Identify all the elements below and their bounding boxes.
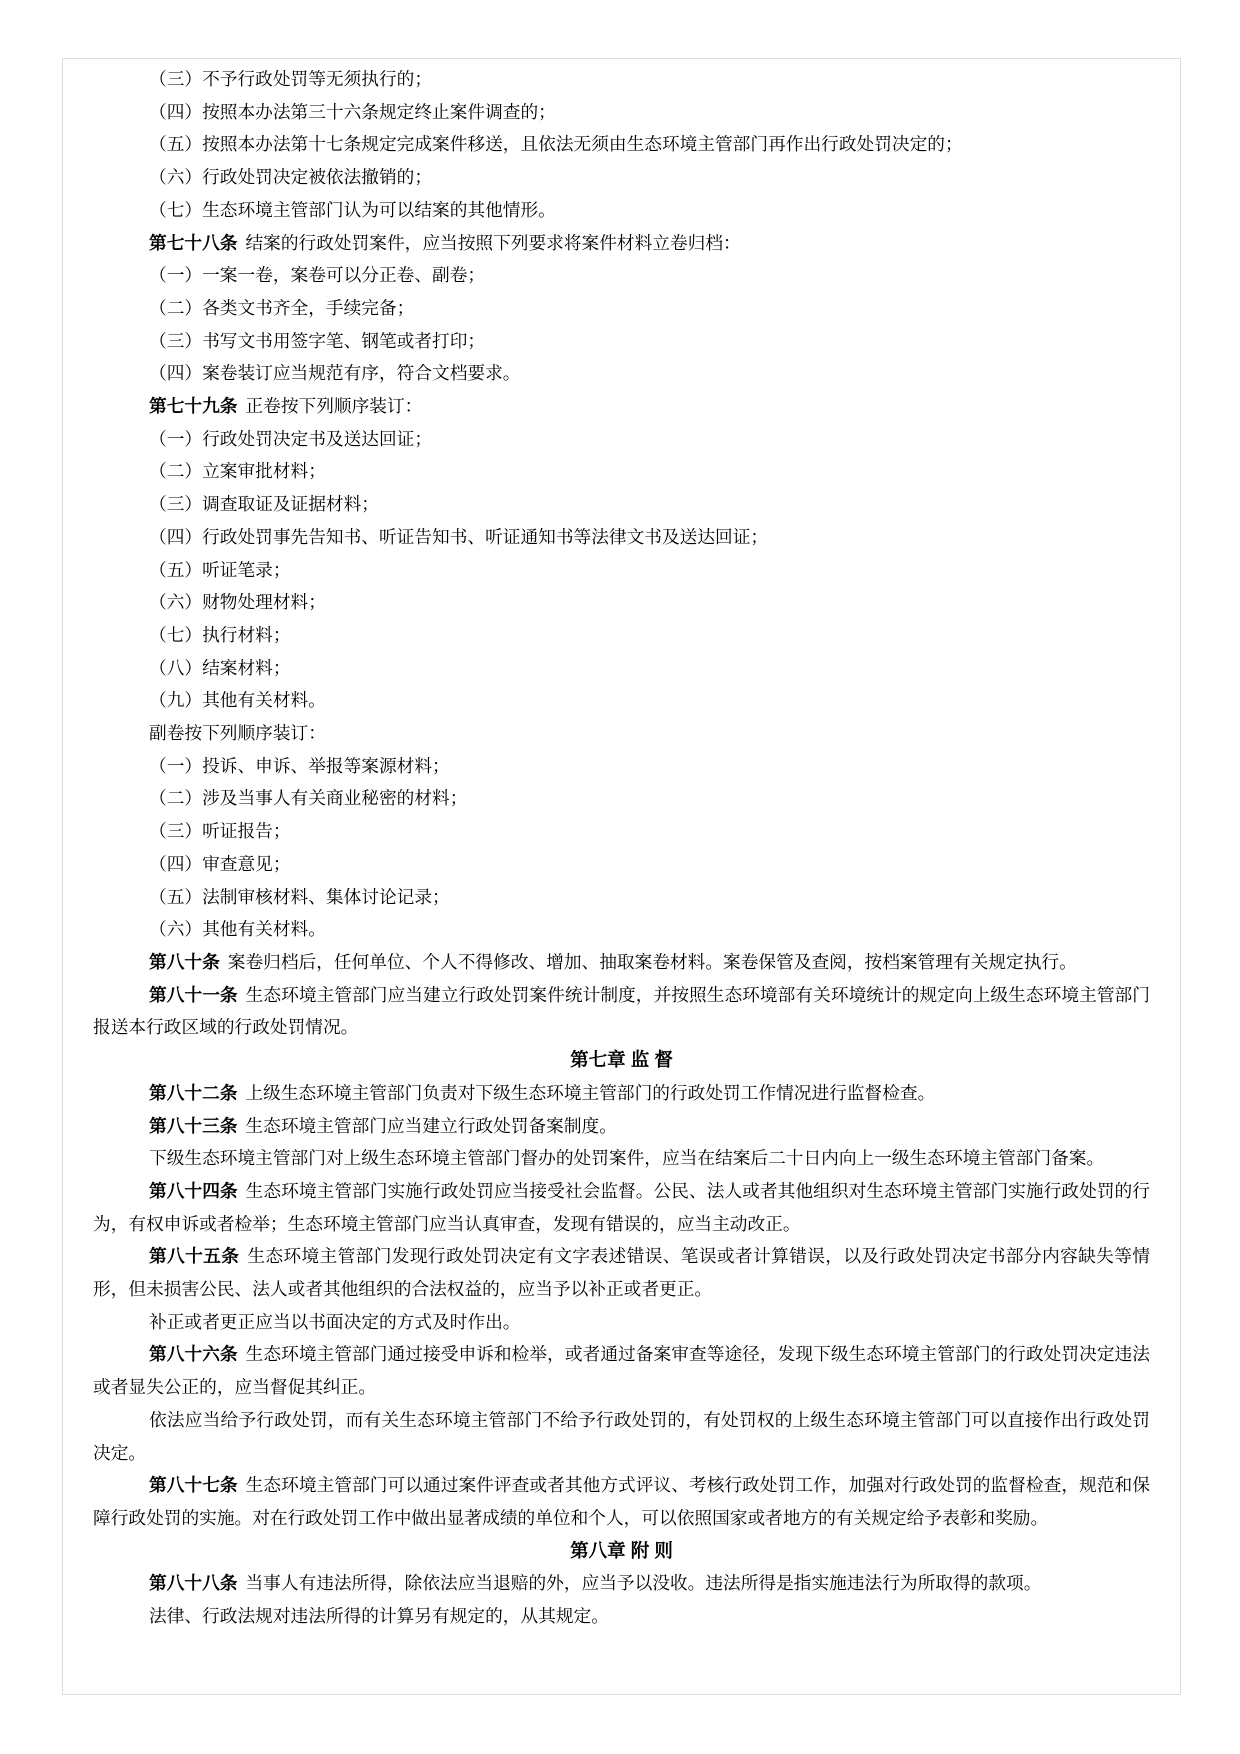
body-paragraph: 依法应当给予行政处罚，而有关生态环境主管部门不给予行政处罚的，有处罚权的上级生态环境主管部门可以直接作出行政处罚决定。 — [93, 1409, 1150, 1463]
list-item-paragraph: （七）执行材料； — [149, 624, 291, 645]
article-text: 生态环境主管部门可以通过案件评查或者其他方式评议、考核行政处罚工作，加强对行政处罚的监督检查，规范和保障行政处罚的实施。对在行政处罚工作中做出显著成绩的单位和个人，可以依照国家或者地方的有关规定给予表彰和奖励。 — [93, 1475, 1150, 1528]
article-paragraph — [93, 946, 1150, 979]
article-text: 生态环境主管部门发现行政处罚决定有文字表述错误、笔误或者计算错误，以及行政处罚决定书部分内容缺失等情形，但未损害公民、法人或者其他组织的合法权益的，应当予以补正或者更正。 — [93, 1246, 1150, 1300]
article-paragraph — [93, 1240, 1150, 1305]
list-item-paragraph: （三）不予行政处罚等无须执行的； — [149, 69, 433, 89]
article-paragraph — [93, 1175, 1150, 1240]
article-text: 生态环境主管部门通过接受申诉和检举，或者通过备案审查等途径，发现下级生态环境主管部门的行政处罚决定违法或者显失公正的，应当督促其纠正。 — [93, 1344, 1150, 1398]
list-item-paragraph: （九）其他有关材料。 — [149, 690, 326, 711]
list-item-paragraph: （六）行政处罚决定被依法撤销的； — [149, 167, 433, 188]
list-item-paragraph: （二）各类文书齐全，手续完备； — [149, 297, 415, 318]
list-item-paragraph: （三）书写文书用签字笔、钢笔或者打印； — [149, 330, 486, 351]
list-item-paragraph: （六）财物处理材料； — [149, 592, 326, 613]
body-paragraph: 法律、行政法规对违法所得的计算另有规定的，从其规定。 — [149, 1606, 609, 1627]
article-number: 第八十三条 — [149, 1115, 238, 1136]
article-text: 生态环境主管部门应当建立行政处罚备案制度。 — [245, 1115, 617, 1136]
list-item-paragraph: （五）听证笔录； — [149, 559, 291, 580]
article-number: 第七十八条 — [149, 232, 238, 253]
article-number: 第八十四条 — [149, 1180, 238, 1201]
article-number: 第八十八条 — [149, 1573, 238, 1594]
chapter-heading: 第七章 监 督 — [570, 1049, 673, 1071]
article-text: 案卷归档后，任何单位、个人不得修改、增加、抽取案卷材料。案卷保管及查阅，按档案管理有关规定执行。 — [227, 951, 1077, 972]
article-number: 第八十一条 — [149, 984, 238, 1005]
article-paragraph — [93, 1469, 1150, 1534]
list-item-paragraph: （一）投诉、申诉、举报等案源材料； — [149, 755, 450, 776]
list-item-paragraph: （一）行政处罚决定书及送达回证； — [149, 428, 433, 449]
list-item-paragraph: （三）调查取证及证据材料； — [149, 494, 379, 515]
article-paragraph — [93, 390, 1150, 423]
article-paragraph — [93, 1077, 1150, 1110]
list-item-paragraph: （一）一案一卷，案卷可以分正卷、副卷； — [149, 265, 486, 286]
article-text: 当事人有违法所得，除依法应当退赔的外，应当予以没收。违法所得是指实施违法行为所取得的款项。 — [245, 1573, 1042, 1594]
article-paragraph — [93, 227, 1150, 260]
article-text: 结案的行政处罚案件，应当按照下列要求将案件材料立卷归档： — [245, 232, 741, 253]
article-number: 第八十二条 — [149, 1082, 238, 1103]
body-paragraph: 下级生态环境主管部门对上级生态环境主管部门督办的处罚案件，应当在结案后二十日内向上一级生态环境主管部门备案。 — [149, 1148, 1105, 1169]
article-paragraph — [93, 1110, 1150, 1143]
document-frame — [62, 58, 1181, 1695]
list-item-paragraph: （七）生态环境主管部门认为可以结案的其他情形。 — [149, 199, 556, 220]
article-text: 生态环境主管部门应当建立行政处罚案件统计制度，并按照生态环境部有关环境统计的规定向上级生态环境主管部门报送本行政区域的行政处罚情况。 — [93, 984, 1150, 1038]
article-text: 上级生态环境主管部门负责对下级生态环境主管部门的行政处罚工作情况进行监督检查。 — [245, 1082, 936, 1103]
article-paragraph — [93, 1338, 1150, 1403]
list-item-paragraph: （四）行政处罚事先告知书、听证告知书、听证通知书等法律文书及送达回证； — [149, 526, 769, 547]
list-item-paragraph: （六）其他有关材料。 — [149, 919, 326, 940]
list-item-paragraph: （三）听证报告； — [149, 821, 291, 842]
article-paragraph — [93, 979, 1150, 1044]
body-paragraph: 副卷按下列顺序装订： — [149, 723, 326, 744]
article-number: 第八十五条 — [149, 1246, 240, 1267]
chapter-heading: 第八章 附 则 — [570, 1539, 673, 1561]
article-number: 第八十七条 — [149, 1475, 238, 1496]
list-item-paragraph: （四）按照本办法第三十六条规定终止案件调查的； — [149, 101, 556, 122]
list-item-paragraph: （八）结案材料； — [149, 657, 291, 678]
document-content — [63, 59, 1180, 1694]
article-text: 生态环境主管部门实施行政处罚应当接受社会监督。公民、法人或者其他组织对生态环境主管部门实施行政处罚的行为，有权申诉或者检举；生态环境主管部门应当认真审查，发现有错误的，应当主动改正。 — [93, 1180, 1150, 1234]
list-item-paragraph: （五）法制审核材料、集体讨论记录； — [149, 886, 450, 907]
body-paragraph: 补正或者更正应当以书面决定的方式及时作出。 — [149, 1311, 521, 1332]
article-number: 第八十条 — [149, 951, 220, 972]
article-paragraph — [93, 1567, 1150, 1600]
list-item-paragraph: （四）案卷装订应当规范有序，符合文档要求。 — [149, 363, 521, 384]
list-item-paragraph: （五）按照本办法第十七条规定完成案件移送，且依法无须由生态环境主管部门再作出行政处罚决定的； — [149, 134, 963, 155]
article-text: 正卷按下列顺序装订： — [245, 396, 423, 417]
article-number: 第七十九条 — [149, 396, 238, 417]
list-item-paragraph: （二）立案审批材料； — [149, 461, 326, 482]
list-item-paragraph: （二）涉及当事人有关商业秘密的材料； — [149, 788, 468, 809]
article-number: 第八十六条 — [149, 1344, 238, 1365]
list-item-paragraph: （四）审查意见； — [149, 853, 291, 874]
